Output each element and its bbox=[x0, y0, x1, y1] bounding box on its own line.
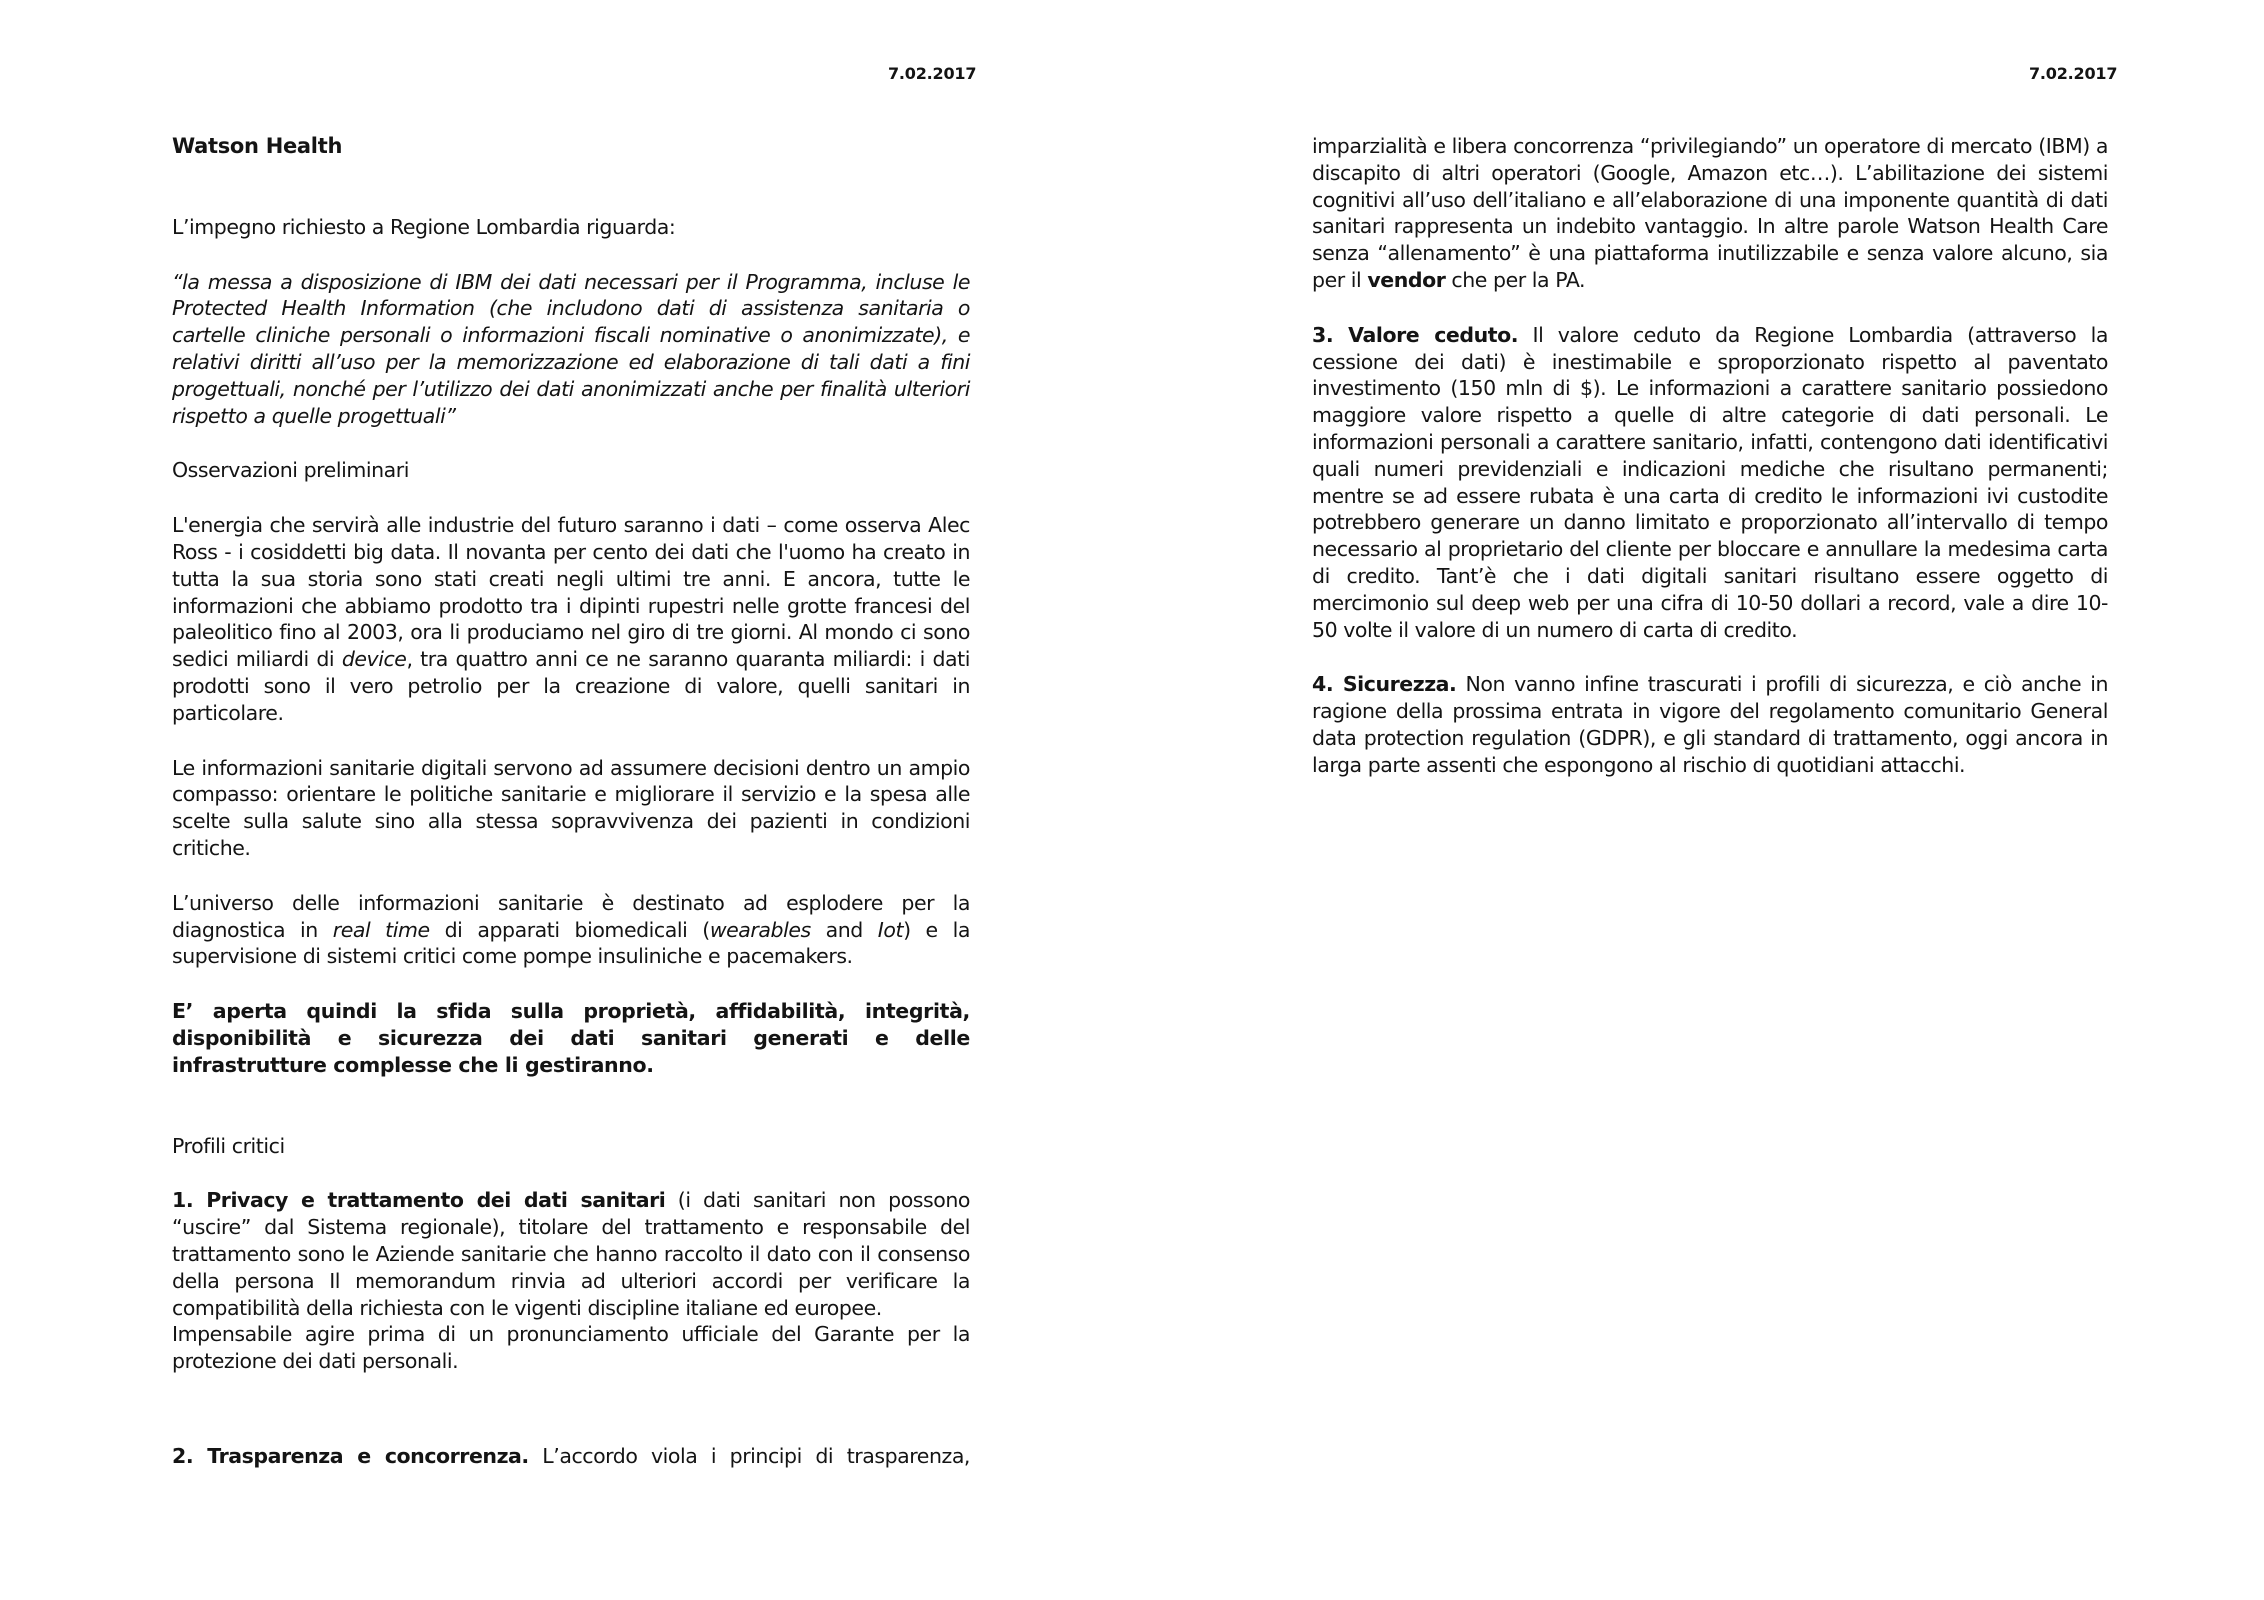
bold-term: vendor bbox=[1367, 267, 1446, 292]
paragraph-health-info: Le informazioni sanitarie digitali servono ad assumere decisioni dentro un ampio compasso: orientare le politiche sanitarie e migliorare il servizio e la spesa alle scelte sulla salute sino alla stessa sopravvivenza dei pazienti in condizioni critiche. bbox=[172, 755, 970, 860]
paragraph-text: di apparati biomedicali ( bbox=[429, 917, 710, 942]
page-date-left: 7.02.2017 bbox=[888, 64, 977, 83]
italic-term: device bbox=[341, 647, 407, 672]
quoted-commitment: “la messa a disposizione di IBM dei dati necessari per il Programma, incluse le Protected Health Information (che includono dati di assistenza sanitaria o cartelle cliniche personali o informazioni fiscali nominative o anonimizzate), e relativi diritti all’uso per la memorizzazione ed elaborazione di tali dati a fini progettuali, nonché per l’utilizzo dei dati anonimizzati anche per finalità ulteriori rispetto a quelle progettuali” bbox=[172, 269, 970, 428]
page-date-right: 7.02.2017 bbox=[2029, 64, 2118, 83]
paragraph-big-data bbox=[172, 512, 970, 726]
section-ceded-value bbox=[1312, 322, 2108, 644]
left-column bbox=[172, 133, 970, 1470]
section-heading: 1. Privacy e trattamento dei dati sanitari bbox=[172, 1188, 666, 1213]
paragraph-text: (i dati sanitari non possono “uscire” dal Sistema regionale), titolare del trattamento e responsabile del trattamento sono le Aziende sanitarie che hanno raccolto il dato con il consenso della persona Il memorandum rinvia ad ulteriori accordi per verificare la compatibilità della richiesta con le vigenti discipline italiane ed europee. bbox=[172, 1188, 970, 1320]
section-label-observations: Osservazioni preliminari bbox=[172, 458, 409, 483]
paragraph-text: L'energia che servirà alle industrie del futuro saranno i dati – come osserva Alec Ross - i cosiddetti big data. Il novanta per cento dei dati che l'uomo ha creato in tutta la sua storia sono stati creati negli ultimi tre anni. E ancora, tutte le informazioni che abbiamo prodotto tra i dipinti rupestri nelle grotte francesi del paleolitico fino al 2003, ora li produciamo nel giro di tre giorni. Al mondo ci sono sedici miliardi di bbox=[172, 513, 970, 672]
section-security bbox=[1312, 671, 2108, 778]
paragraph-text: che per la PA. bbox=[1445, 267, 1586, 292]
paragraph-text: Il valore ceduto da Regione Lombardia (attraverso la cessione dei dati) è inestimabile e sproporzionato rispetto al paventato investimento (150 mln di $). Le informazioni a carattere sanitario possiedono maggiore valore rispetto a quelle di altre categorie di dati personali. Le informazioni personali a carattere sanitario, infatti, contengono dati identificativi quali numeri previdenziali e indicazioni mediche che risultano permanenti; mentre se ad essere rubata è una carta di credito le informazioni ivi custodite potrebbero generare un danno limitato e proporzionato all’intervallo di tempo necessario al proprietario del cliente per bloccare e annullare la medesima carta di credito. Tant’è che i dati digitali sanitari risultano essere oggetto di mercimonio sul deep web per una cifra di 10-50 dollari a record, vale a dire 10-50 volte il valore di un numero di carta di credito. bbox=[1312, 322, 2108, 642]
section-heading: 3. Valore ceduto. bbox=[1312, 322, 1519, 347]
section-privacy bbox=[172, 1187, 970, 1321]
section-heading: 2. Trasparenza e concorrenza. bbox=[172, 1443, 529, 1468]
paragraph-text: and bbox=[810, 917, 878, 942]
paragraph-text: L’accordo viola i principi di trasparenza, bbox=[528, 1443, 970, 1468]
document-title: Watson Health bbox=[172, 134, 343, 158]
right-column bbox=[1312, 133, 2108, 779]
italic-term: wearables bbox=[709, 917, 811, 942]
highlight-paragraph: E’ aperta quindi la sfida sulla proprietà, affidabilità, integrità, disponibilità e sicurezza dei dati sanitari generati e delle infrastrutture complesse che li gestiranno. bbox=[172, 999, 970, 1077]
section-heading: 4. Sicurezza. bbox=[1312, 672, 1457, 697]
paragraph-garante: Impensabile agire prima di un pronunciamento ufficiale del Garante per la protezione dei dati personali. bbox=[172, 1322, 970, 1374]
italic-term: real time bbox=[332, 917, 430, 942]
section-transparency bbox=[172, 1443, 970, 1470]
paragraph-text: imparzialità e libera concorrenza “privilegiando” un operatore di mercato (IBM) a discapito di altri operatori (Google, Amazon etc…). L’abilitazione dei sistemi cognitivi all’uso dell’italiano e all’elaborazione di una imponente quantità di dati sanitari rappresenta un indebito vantaggio. In altre parole Watson Health Care senza “allenamento” è una piattaforma inutilizzabile e senza valore alcuno, sia per il bbox=[1312, 134, 2108, 292]
section-label-profiles: Profili critici bbox=[172, 1133, 285, 1158]
section-transparency-continued bbox=[1312, 133, 2108, 294]
paragraph-text: L’universo delle informazioni sanitarie è destinato ad esplodere per la diagnostica in bbox=[172, 890, 970, 942]
intro-text: L’impegno richiesto a Regione Lombardia riguarda: bbox=[172, 214, 676, 239]
paragraph-universe bbox=[172, 890, 970, 970]
paragraph-text: ) e la supervisione di sistemi critici come pompe insuliniche e pacemakers. bbox=[172, 917, 970, 969]
paragraph-text: Non vanno infine trascurati i profili di sicurezza, e ciò anche in ragione della prossima entrata in vigore del regolamento comunitario General data protection regulation (GDPR), e gli standard di trattamento, oggi ancora in larga parte assenti che espongono al rischio di quotidiani attacchi. bbox=[1312, 672, 2109, 777]
italic-term: Iot bbox=[877, 917, 904, 942]
paragraph-text: , tra quattro anni ce ne saranno quaranta miliardi: i dati prodotti sono il vero petrolio per la creazione di valore, quelli sanitari in particolare. bbox=[172, 647, 970, 725]
